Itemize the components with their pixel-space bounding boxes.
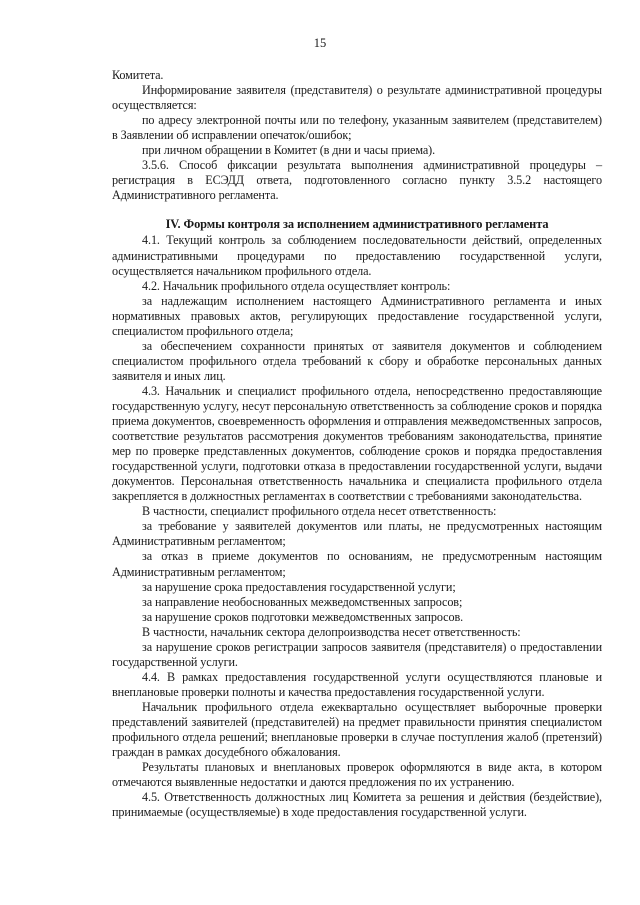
paragraph-4-4-inspections: Начальник профильного отдела ежеквартально осуществляет выборочные проверки представлений заявителей (представителей) на предмет правильности принятия специалистом профильного отдела решений; внеплановые проверки в случае поступления жалоб (претензий) граждан в рамках досудебного обжалования. — [112, 699, 602, 760]
paragraph-records-item-1: за нарушение сроков регистрации запросов заявителя (представителя) о предоставлении государственной услуги. — [112, 639, 602, 669]
paragraph-4-5: 4.5. Ответственность должностных лиц Комитета за решения и действия (бездействие), принимаемые (осуществляемые) в ходе предоставления государственной услуги. — [112, 790, 602, 820]
paragraph-4-2-item-1: за надлежащим исполнением настоящего Административного регламента и иных нормативных правовых актов, регулирующих предоставление государственной услуги, специалистом профильного отдела; — [112, 293, 602, 338]
paragraph-continuation: Комитета. — [112, 68, 164, 82]
paragraph-3-5-6: 3.5.6. Способ фиксации результата выполнения административной процедуры – регистрация в ЕСЭДД ответа, подготовленного согласно пункту 3.5.2 настоящего Административного регламента. — [112, 158, 602, 203]
paragraph-4-4-results: Результаты плановых и внеплановых проверок оформляются в виде акта, в котором отмечаются выявленные недостатки и даются предложения по их устранению. — [112, 760, 602, 790]
paragraph-4-3: 4.3. Начальник и специалист профильного отдела, непосредственно предоставляющие государственную услугу, несут персональную ответственность за соблюдение сроков и порядка приема документов, своевременность оформления и отправления межведомственных запросов, соответствие результатов рассмотрения документов требованиям законодательства, принятие мер по проверке представленных документов, соблюдение сроков и порядка предоставления государственной услуги, подготовки отказа в предоставлении государственной услуги, выдачи документов. Персональная ответственность начальника и специалиста профильного отдела закрепляется в должностных регламентах в соответствии с требованиями законодательства. — [112, 383, 602, 504]
paragraph-resp-item-5: за нарушение сроков подготовки межведомственных запросов. — [142, 609, 464, 624]
paragraph-4-1: 4.1. Текущий контроль за соблюдением последовательности действий, определенных административными процедурами по предоставлению государственной услуги, осуществляется начальником профильного отдела. — [112, 233, 602, 278]
paragraph-resp-item-2: за отказ в приеме документов по основаниям, не предусмотренным настоящим Административным регламентом; — [112, 549, 602, 579]
section-heading-iv: IV. Формы контроля за исполнением административного регламента — [165, 217, 549, 232]
paragraph-records-head-responsibility: В частности, начальник сектора делопроизводства несет ответственность: — [142, 624, 521, 639]
paragraph-4-2: 4.2. Начальник профильного отдела осуществляет контроль: — [142, 278, 451, 293]
paragraph-4-4: 4.4. В рамках предоставления государственной услуги осуществляются плановые и внеплановые проверки полноты и качества предоставления государственной услуги. — [112, 669, 602, 699]
paragraph-personal-visit: при личном обращении в Комитет (в дни и часы приема). — [142, 143, 436, 158]
paragraph-resp-item-3: за нарушение срока предоставления государственной услуги; — [142, 579, 456, 594]
paragraph-informing: Информирование заявителя (представителя) о результате административной процедуры осуществляется: — [112, 83, 602, 113]
paragraph-email-phone: по адресу электронной почты или по телефону, указанным заявителем (представителем) в Заявлении об исправлении опечаток/ошибок; — [112, 113, 602, 143]
paragraph-resp-item-4: за направление необоснованных межведомственных запросов; — [142, 594, 463, 609]
paragraph-resp-item-1: за требование у заявителей документов или платы, не предусмотренных настоящим Административным регламентом; — [112, 519, 602, 549]
page-number: 15 — [313, 36, 327, 50]
paragraph-specialist-responsibility: В частности, специалист профильного отдела несет ответственность: — [142, 504, 497, 519]
document-body — [112, 68, 602, 820]
paragraph-4-2-item-2: за обеспечением сохранности принятых от заявителя документов и соблюдением специалистом профильного отдела требований к сбору и обработке персональных данных заявителя и иных лиц. — [112, 338, 602, 383]
